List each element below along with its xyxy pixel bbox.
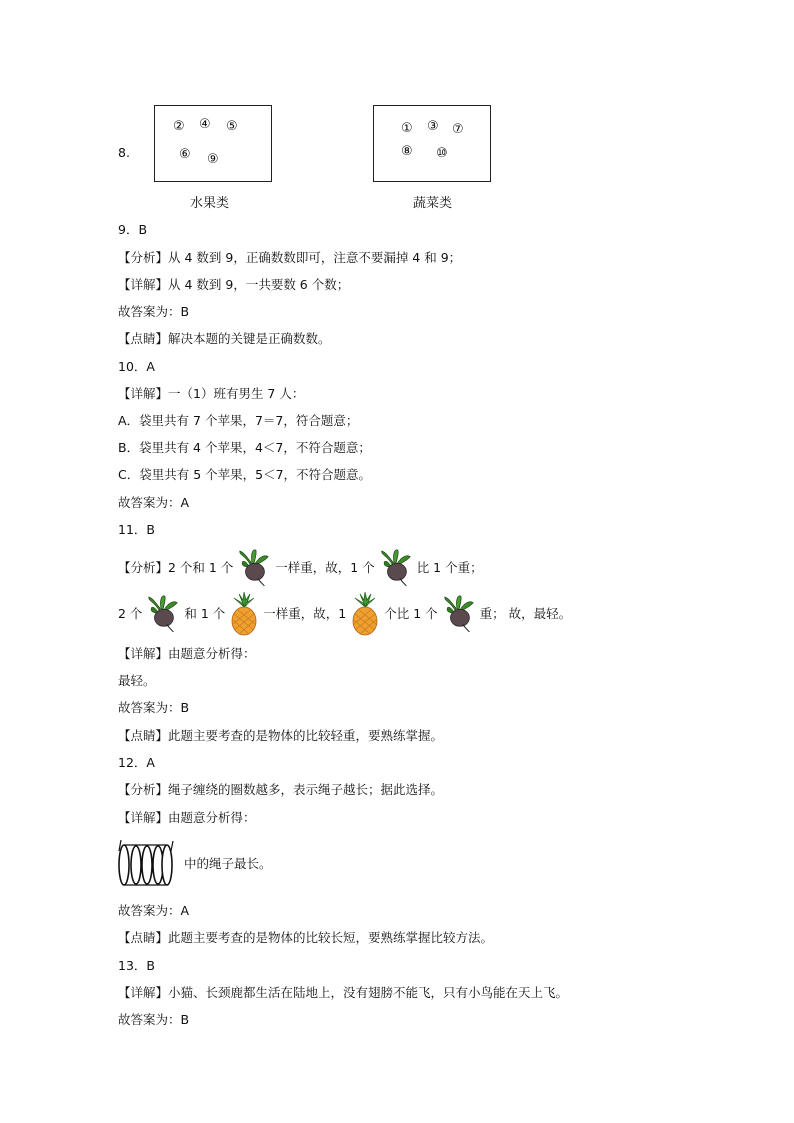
radish-icon	[237, 549, 271, 587]
fruit-item: ⑨	[207, 152, 219, 167]
radish-icon	[379, 549, 413, 587]
q11-text: 个比 1 个	[384, 605, 438, 621]
q12-detail: 【详解】由题意分析得：	[118, 810, 256, 825]
q11-text: 【分析】2 个和 1 个	[118, 559, 234, 575]
q11-comment: 【点睛】此题主要考查的是物体的比较轻重，要熟练掌握。	[118, 728, 444, 743]
fruit-item: ④	[199, 117, 211, 132]
q9-comment: 【点睛】解决本题的关键是正确数数。	[118, 331, 331, 346]
q11-result: 最轻。	[118, 673, 156, 688]
q11-analysis-line2	[118, 591, 571, 636]
q10-option-b: B．袋里共有 4 个苹果，4＜7，不符合题意；	[118, 440, 371, 455]
q9-detail: 【详解】从 4 数到 9，一共要数 6 个数；	[118, 277, 350, 292]
q11-final-answer: 故答案为：B	[118, 700, 190, 715]
vegetable-item: ⑩	[436, 146, 448, 161]
fruit-caption: 水果类	[190, 196, 230, 211]
q12-analysis: 【分析】绳子缠绕的圈数越多，表示绳子越长；据此选择。	[118, 782, 444, 797]
q13-answer: 13．B	[118, 958, 155, 973]
fruit-item: ⑥	[179, 147, 191, 162]
q9-answer: 9．B	[118, 222, 148, 237]
vegetable-box	[373, 105, 491, 182]
vegetable-item: ①	[401, 121, 413, 136]
q10-answer: 10．A	[118, 359, 155, 374]
radish-icon	[146, 595, 180, 633]
q11-text: 一样重，故，1	[263, 605, 347, 621]
pineapple-icon	[350, 592, 380, 636]
q11-answer: 11．B	[118, 522, 155, 537]
q12-comment: 【点睛】此题主要考查的是物体的比较长短，要熟练掌握比较方法。	[118, 930, 494, 945]
vegetable-caption: 蔬菜类	[413, 196, 453, 211]
q12-text: 中的绳子最长。	[183, 855, 272, 871]
rope-coil-icon	[118, 839, 174, 889]
q12-rope-line	[118, 838, 272, 889]
vegetable-item: ③	[427, 119, 439, 134]
fruit-item: ⑤	[226, 119, 238, 134]
vegetable-item: ⑧	[401, 144, 413, 159]
q10-option-c: C．袋里共有 5 个苹果，5＜7，不符合题意。	[118, 467, 372, 482]
q9-analysis: 【分析】从 4 数到 9，正确数数即可，注意不要漏掉 4 和 9；	[118, 250, 462, 265]
q12-final-answer: 故答案为：A	[118, 903, 190, 918]
q13-detail: 【详解】小猫、长颈鹿都生活在陆地上，没有翅膀不能飞，只有小鸟能在天上飞。	[118, 985, 569, 1000]
q10-detail: 【详解】一（1）班有男生 7 人：	[118, 386, 305, 401]
q11-text: 2 个	[118, 605, 143, 621]
q10-final-answer: 故答案为：A	[118, 495, 190, 510]
q11-analysis-line1	[118, 548, 483, 587]
radish-icon	[442, 595, 476, 633]
q11-text: 比 1 个重；	[416, 559, 483, 575]
q11-text: 一样重，故，1 个	[275, 559, 375, 575]
q11-text: 和 1 个	[184, 605, 226, 621]
q12-answer: 12．A	[118, 755, 155, 770]
pineapple-icon	[229, 592, 259, 636]
fruit-item: ②	[173, 119, 185, 134]
q9-final-answer: 故答案为：B	[118, 304, 190, 319]
q11-text: 重； 故，最轻。	[479, 605, 572, 621]
vegetable-item: ⑦	[452, 122, 464, 137]
q8-label: 8.	[118, 145, 130, 160]
q11-detail: 【详解】由题意分析得：	[118, 646, 256, 661]
q10-option-a: A．袋里共有 7 个苹果，7＝7，符合题意；	[118, 413, 359, 428]
fruit-box	[154, 105, 272, 182]
q13-final-answer: 故答案为：B	[118, 1012, 190, 1027]
